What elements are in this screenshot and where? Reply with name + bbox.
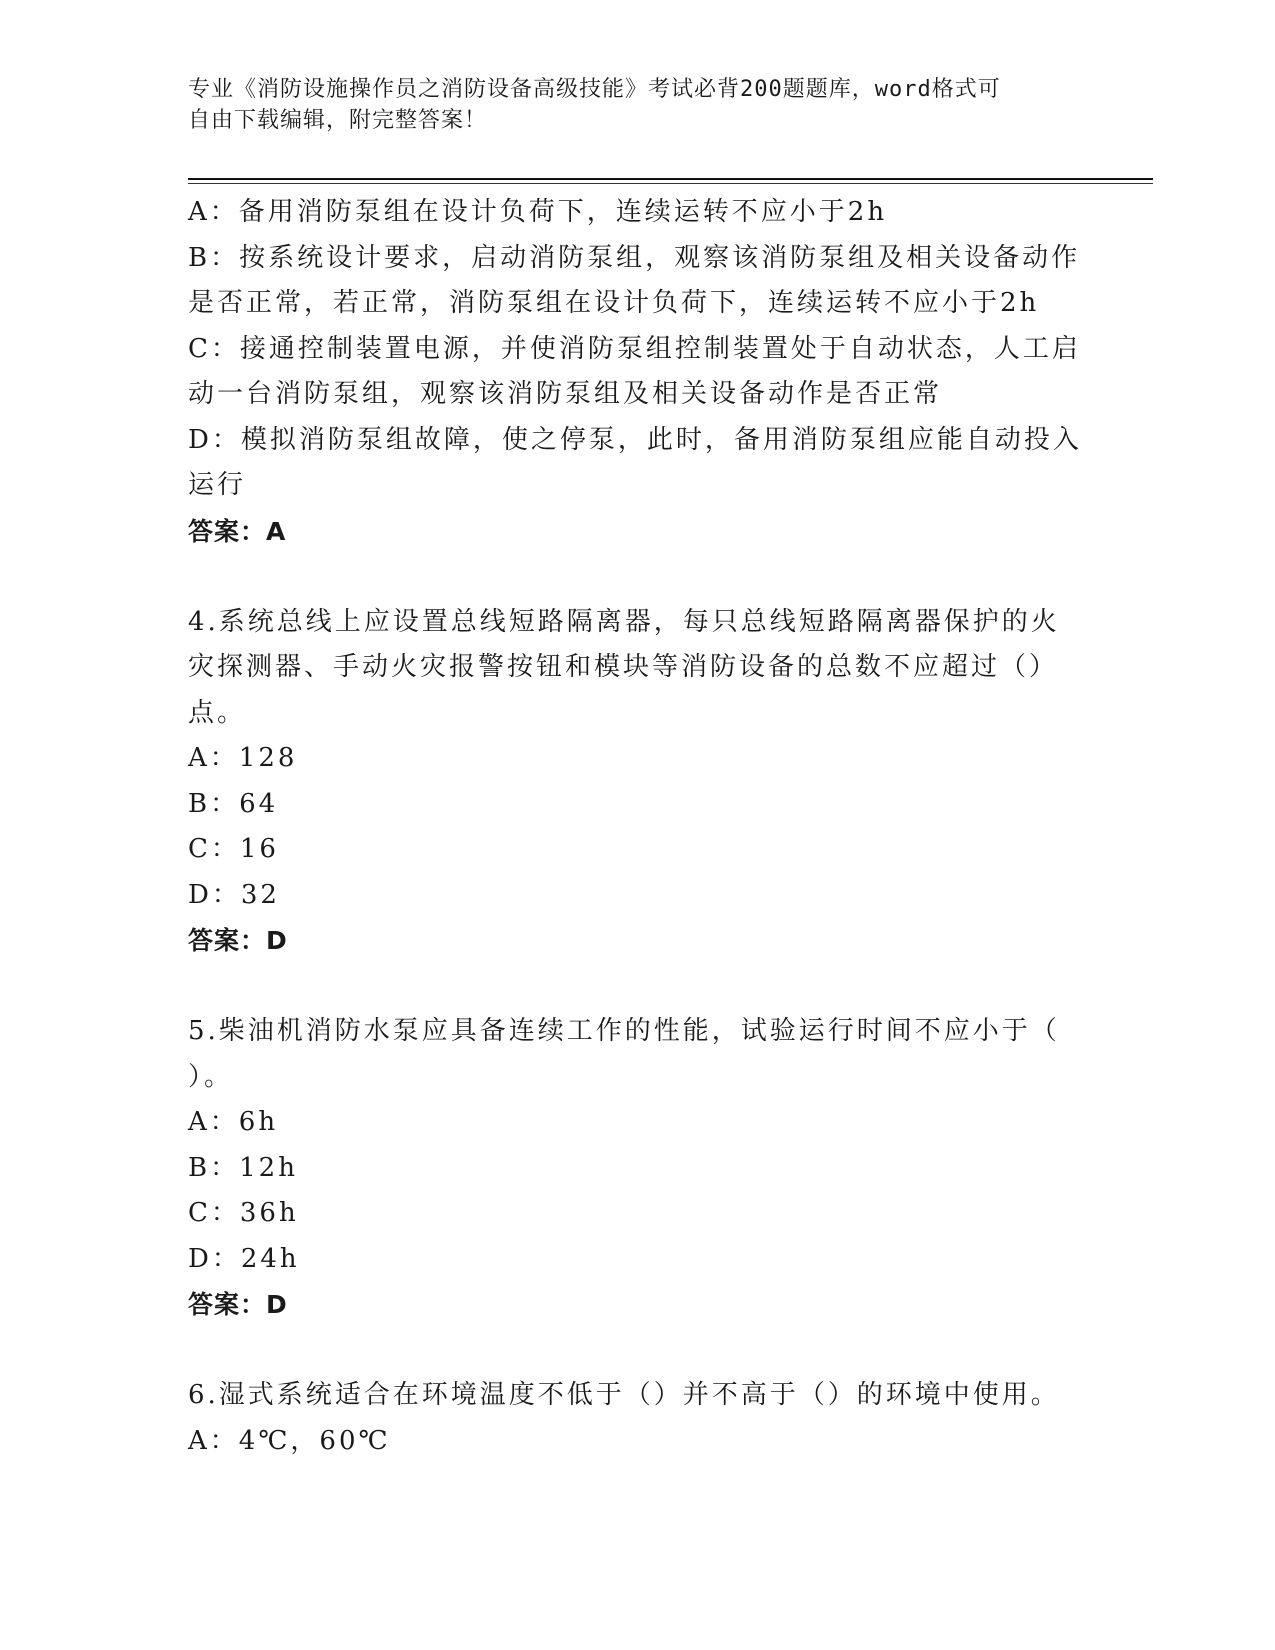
question-stem-line-1: 4.系统总线上应设置总线短路隔离器，每只总线短路隔离器保护的火 bbox=[188, 606, 1060, 637]
question-stem-line-1: 6.湿式系统适合在环境温度不低于（）并不高于（）的环境中使用。 bbox=[188, 1380, 1060, 1410]
question-4-block bbox=[188, 600, 1088, 964]
header-line-1: 专业《消防设施操作员之消防设备高级技能》考试必背200题题库，word格式可 bbox=[188, 77, 1001, 102]
spacer bbox=[188, 1328, 1088, 1374]
answer-label: 答案：D bbox=[188, 1290, 288, 1319]
header-divider-thick bbox=[188, 178, 1153, 180]
option-a: A：4℃，60℃ bbox=[188, 1425, 391, 1456]
question-content bbox=[188, 190, 1088, 1464]
header-divider-thin bbox=[188, 183, 1153, 184]
question-5-block bbox=[188, 1009, 1088, 1328]
option-b-line-1: B：按系统设计要求，启动消防泵组，观察该消防泵组及相关设备动作 bbox=[188, 242, 1081, 273]
option-a: A：6h bbox=[188, 1107, 279, 1137]
option-d-line-2: 运行 bbox=[188, 470, 247, 500]
answer-label: 答案：D bbox=[188, 926, 288, 955]
option-c-line-1: C：接通控制装置电源，并使消防泵组控制装置处于自动状态，人工启 bbox=[188, 333, 1081, 364]
question-stem-line-3: 点。 bbox=[188, 697, 247, 728]
spacer bbox=[188, 554, 1088, 600]
answer-label: 答案：A bbox=[188, 516, 287, 546]
option-c: C：16 bbox=[188, 834, 279, 864]
question-3-block bbox=[188, 190, 1088, 554]
option-a: A：128 bbox=[188, 743, 298, 773]
question-stem-line-2: 灾探测器、手动火灾报警按钮和模块等消防设备的总数不应超过（） bbox=[188, 652, 1059, 682]
header-line-2: 自由下载编辑，附完整答案！ bbox=[188, 108, 488, 133]
option-c: C：36h bbox=[188, 1198, 299, 1228]
question-6-block bbox=[188, 1373, 1088, 1464]
option-b-line-2: 是否正常，若正常，消防泵组在设计负荷下，连续运转不应小于2h bbox=[188, 288, 1040, 318]
option-d: D：32 bbox=[188, 879, 280, 910]
option-d-line-1: D：模拟消防泵组故障，使之停泵，此时，备用消防泵组应能自动投入 bbox=[188, 424, 1082, 455]
question-stem-line-2: ）。 bbox=[188, 1061, 234, 1092]
document-header bbox=[188, 74, 1088, 136]
spacer bbox=[188, 964, 1088, 1010]
option-b: B：64 bbox=[188, 788, 279, 819]
option-a: A：备用消防泵组在设计负荷下，连续运转不应小于2h bbox=[188, 197, 888, 227]
option-d: D：24h bbox=[188, 1243, 300, 1274]
option-c-line-2: 动一台消防泵组，观察该消防泵组及相关设备动作是否正常 bbox=[188, 379, 943, 409]
option-b: B：12h bbox=[188, 1152, 298, 1183]
question-stem-line-1: 5.柴油机消防水泵应具备连续工作的性能，试验运行时间不应小于（ bbox=[188, 1016, 1060, 1046]
